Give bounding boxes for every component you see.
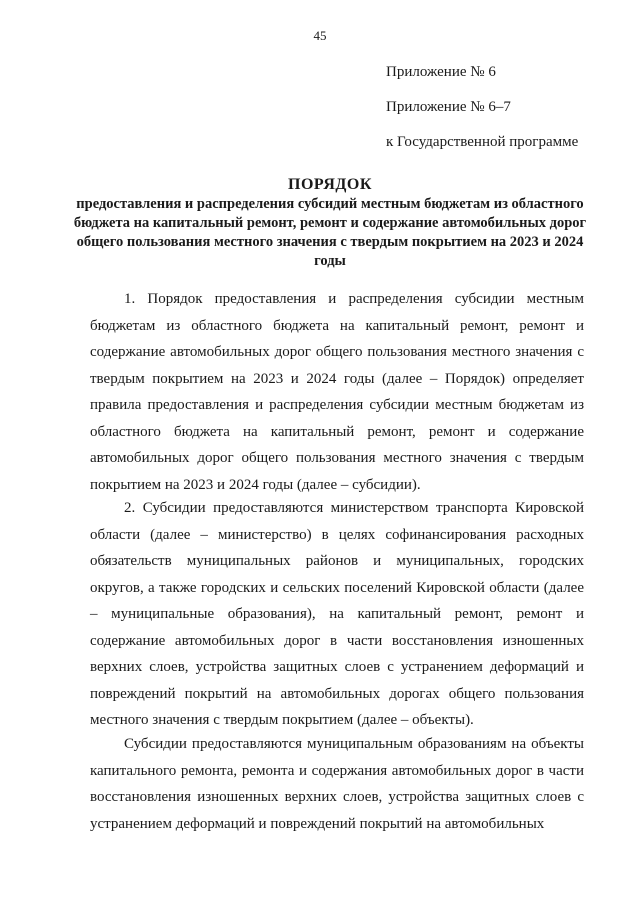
page-number: 45 [313,28,327,43]
title-block [60,175,600,271]
paragraph-1: 1. Порядок предоставления и распределения субсидии местным бюджетам из областного бюджета на капитальный ремонт, ремонт и содержание автомобильных дорог общего пользования местного значения с твердым покрытием на 2023 и 2024 годы (далее – Порядок) определяет правила предоставления и распределения субсидии местным бюджетам из областного бюджета на капитальный ремонт, ремонт и содержание автомобильных дорог общего пользования местного значения с твердым покрытием на 2023 и 2024 годы (далее – субсидии). [90,291,584,493]
appendix-line-2: Приложение № 6–7 [386,99,511,115]
appendix-line-3: к Государственной программе [386,134,579,150]
paragraph-2: 2. Субсидии предоставляются министерством транспорта Кировской области (далее – министерство) в целях софинансирования расходных обязательств муниципальных районов и муниципальных, городских округов, а также городских и сельских поселений Кировской области (далее – муниципальные образования), на капитальный ремонт, ремонт и содержание автомобильных дорог в части восстановления изношенных верхних слоев, устройства защитных слоев с устранением деформаций и повреждений покрытий на автомобильных дорогах общего пользования местного значения с твердым покрытием (далее – объекты). [90,500,584,728]
document-subtitle: предоставления и распределения субсидий местным бюджетам из областного бюджета на капитальный ремонт, ремонт и содержание автомобильных дорог общего пользования местного значения с твердым покрытием на 2023 и 2024 годы [73,196,587,269]
paragraph-3: Субсидии предоставляются муниципальным образованиям на объекты капитального ремонта, ремонта и содержания автомобильных дорог в части восстановления изношенных верхних слоев, устройства защитных слоев с устранением деформаций и повреждений покрытий на автомобильных [90,736,584,832]
document-title: ПОРЯДОК [288,176,372,193]
appendix-line-1: Приложение № 6 [386,64,496,80]
